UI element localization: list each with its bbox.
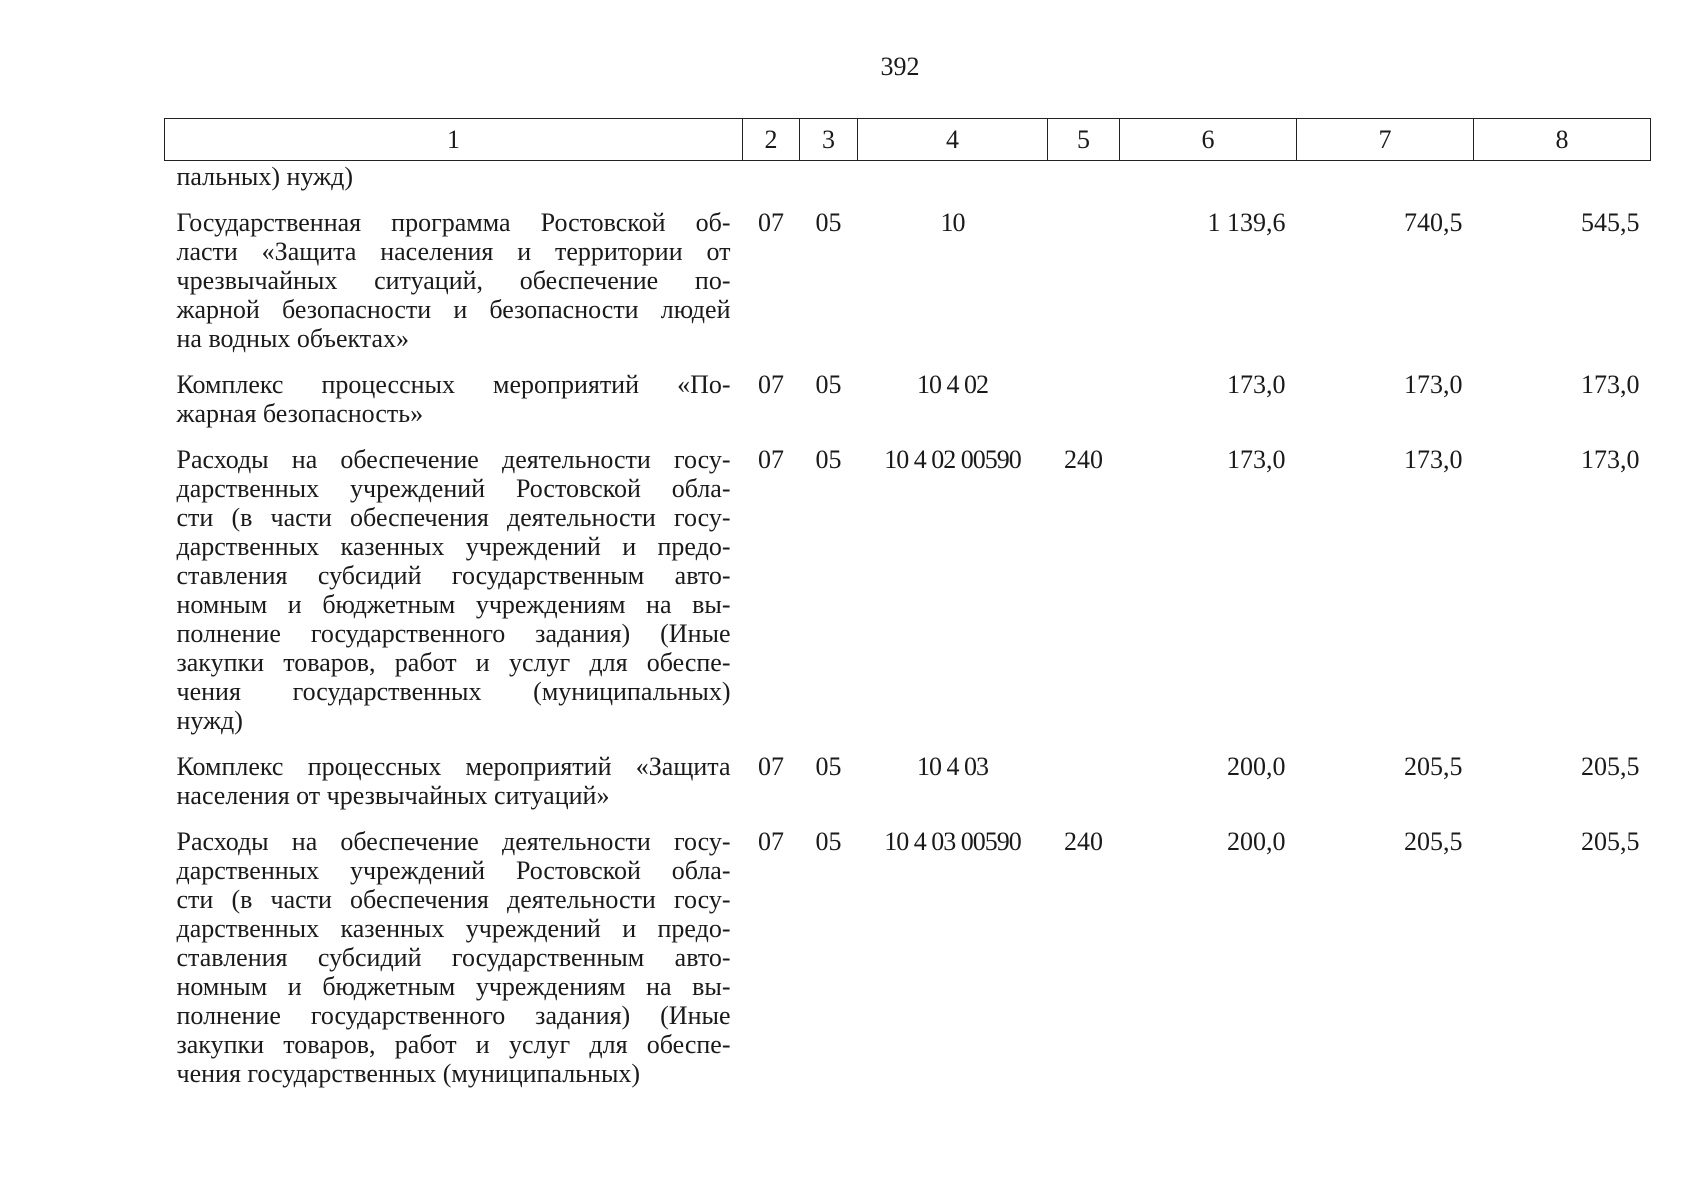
cell-amount-year2: 173,0 (1404, 445, 1463, 474)
cell-target-code: 10 4 02 (917, 370, 988, 399)
item-name-line: ставления субсидий государственным авто- (176, 561, 731, 590)
item-name-line: чения государственных (муниципальных) (176, 677, 731, 706)
cell-subsection: 05 (815, 370, 842, 399)
table-header-row (165, 119, 1651, 161)
item-name-line: жарной безопасности и безопасности людей (176, 295, 731, 324)
table-row (165, 353, 1651, 428)
item-name-line: сти (в части обеспечения деятельности госу- (176, 503, 731, 532)
item-name-line: чрезвычайных ситуаций, обеспечение по- (176, 266, 731, 295)
table-row (165, 735, 1651, 810)
cell-amount-year1: 173,0 (1227, 445, 1286, 474)
budget-table (164, 118, 1651, 1088)
cell-amount-year2: 205,5 (1404, 827, 1463, 856)
column-header: 5 (1048, 119, 1120, 161)
item-name-line: нужд) (176, 706, 243, 735)
cell-amount-year3: 205,5 (1581, 752, 1640, 781)
column-header: 4 (858, 119, 1048, 161)
cell-amount-year1 (1120, 161, 1297, 192)
item-name-line: Расходы на обеспечение деятельности госу- (176, 827, 731, 856)
cell-amount-year2: 740,5 (1404, 208, 1463, 237)
cell-target-code: 10 4 02 00590 (884, 445, 1021, 474)
cell-subsection: 05 (815, 827, 842, 856)
cell-section: 07 (758, 208, 784, 237)
table-row (165, 161, 1651, 192)
table-row (165, 191, 1651, 353)
cell-item-name (165, 735, 743, 810)
item-name-line: номным и бюджетным учреждениям на вы- (176, 972, 731, 1001)
page-number: 392 (880, 52, 920, 81)
cell-section: 07 (758, 370, 784, 399)
item-name-line: дарственных учреждений Ростовской обла- (176, 474, 731, 503)
cell-expense-type: 240 (1064, 827, 1103, 856)
table-row (165, 810, 1651, 1088)
cell-section: 07 (758, 827, 784, 856)
cell-subsection: 05 (815, 445, 842, 474)
item-name-line: населения от чрезвычайных ситуаций» (176, 781, 610, 810)
cell-target-code (858, 161, 1048, 192)
column-header: 8 (1474, 119, 1651, 161)
column-header: 2 (743, 119, 800, 161)
item-name-line: Комплекс процессных мероприятий «Защита (176, 752, 731, 781)
item-name-line: на водных объектах» (176, 324, 409, 353)
item-name-line: Расходы на обеспечение деятельности госу- (176, 445, 731, 474)
cell-subsection (800, 161, 858, 192)
item-name-line: Государственная программа Ростовской об- (176, 208, 731, 237)
cell-expense-type (1048, 191, 1120, 353)
cell-amount-year3: 173,0 (1581, 370, 1640, 399)
column-header: 1 (165, 119, 743, 161)
item-name-line: ставления субсидий государственным авто- (176, 943, 731, 972)
cell-item-name (165, 161, 743, 192)
item-name-line: чения государственных (муниципальных) (176, 1059, 641, 1088)
cell-amount-year3: 205,5 (1581, 827, 1640, 856)
cell-section: 07 (758, 445, 784, 474)
item-name-line: пальных) нужд) (176, 162, 353, 191)
cell-amount-year1: 200,0 (1227, 752, 1286, 781)
item-name-line: номным и бюджетным учреждениям на вы- (176, 590, 731, 619)
cell-amount-year1: 1 139,6 (1207, 208, 1286, 237)
cell-expense-type (1048, 161, 1120, 192)
table-body (165, 161, 1651, 1089)
column-header: 7 (1297, 119, 1474, 161)
table-row (165, 428, 1651, 735)
cell-amount-year1: 173,0 (1227, 370, 1286, 399)
cell-amount-year3: 545,5 (1581, 208, 1640, 237)
cell-target-code: 10 4 03 00590 (884, 827, 1021, 856)
item-name-line: закупки товаров, работ и услуг для обеспе- (176, 1030, 731, 1059)
cell-amount-year2: 173,0 (1404, 370, 1463, 399)
item-name-line: сти (в части обеспечения деятельности госу- (176, 885, 731, 914)
column-header: 3 (800, 119, 858, 161)
cell-expense-type: 240 (1064, 445, 1103, 474)
cell-amount-year3 (1474, 161, 1651, 192)
cell-subsection: 05 (815, 752, 842, 781)
cell-item-name (165, 428, 743, 735)
item-name-line: полнение государственного задания) (Иные (176, 1001, 731, 1030)
cell-amount-year2: 205,5 (1404, 752, 1463, 781)
cell-expense-type (1048, 353, 1120, 428)
item-name-line: закупки товаров, работ и услуг для обеспе- (176, 648, 731, 677)
cell-target-code: 10 (940, 208, 965, 237)
cell-target-code: 10 4 03 (917, 752, 988, 781)
cell-amount-year1: 200,0 (1227, 827, 1286, 856)
cell-expense-type (1048, 735, 1120, 810)
item-name-line: Комплекс процессных мероприятий «По- (176, 370, 731, 399)
item-name-line: дарственных казенных учреждений и предо- (176, 914, 731, 943)
column-header: 6 (1120, 119, 1297, 161)
item-name-line: полнение государственного задания) (Иные (176, 619, 731, 648)
cell-item-name (165, 810, 743, 1088)
cell-amount-year2 (1297, 161, 1474, 192)
item-name-line: дарственных казенных учреждений и предо- (176, 532, 731, 561)
cell-subsection: 05 (815, 208, 842, 237)
item-name-line: жарная безопасность» (176, 399, 424, 428)
item-name-line: ласти «Защита населения и территории от (176, 237, 731, 266)
cell-item-name (165, 353, 743, 428)
cell-section: 07 (758, 752, 784, 781)
item-name-line: дарственных учреждений Ростовской обла- (176, 856, 731, 885)
cell-section (743, 161, 800, 192)
cell-item-name (165, 191, 743, 353)
cell-amount-year3: 173,0 (1581, 445, 1640, 474)
